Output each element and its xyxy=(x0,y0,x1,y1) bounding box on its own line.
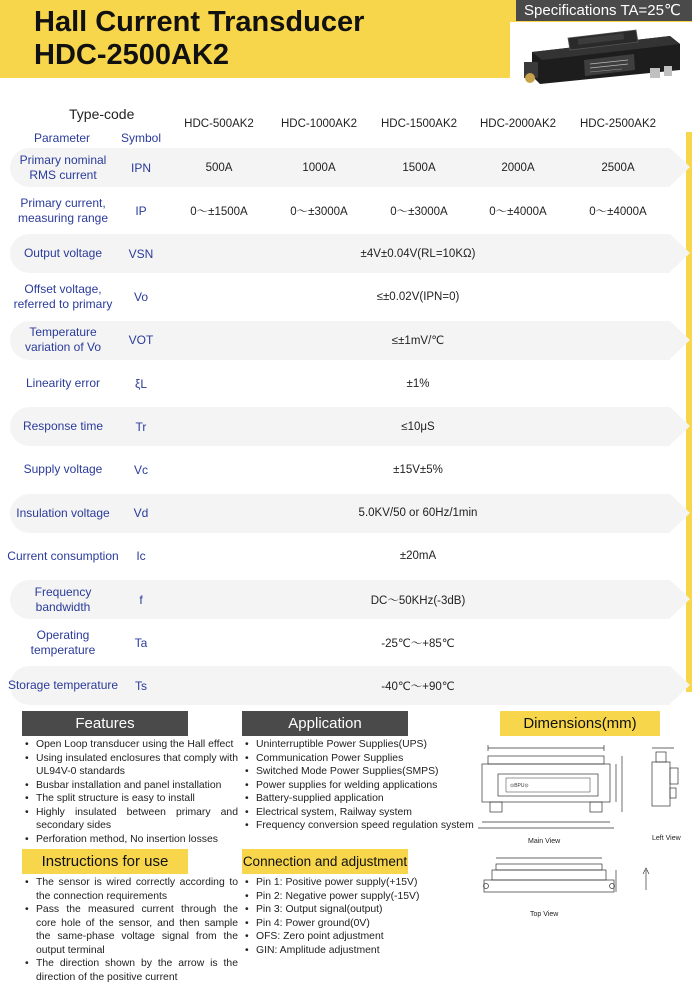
param-cell: Temperature variation of Vo xyxy=(24,325,102,355)
symbol-cell: ξL xyxy=(134,376,148,391)
table-row xyxy=(0,492,692,535)
symbol-label: Symbol xyxy=(121,131,162,145)
value-cell: ±4V±0.04V(RL=10KΩ) xyxy=(360,247,476,260)
instructions-list xyxy=(22,876,238,984)
symbol-cell: Tr xyxy=(135,419,147,434)
title-line-2: HDC-2500AK2 xyxy=(34,39,230,71)
model-header: HDC-1000AK2 xyxy=(280,118,358,130)
value-cell: ≤±0.02V(IPN=0) xyxy=(376,291,460,304)
row-stripe-tip xyxy=(670,234,690,272)
transducer-image xyxy=(510,22,692,92)
page-title xyxy=(34,6,364,72)
product-photo xyxy=(510,22,692,92)
model-header: HDC-500AK2 xyxy=(184,118,254,130)
table-row xyxy=(0,448,692,491)
symbol-cell: VSN xyxy=(128,246,154,261)
param-cell: Insulation voltage xyxy=(16,505,110,520)
symbol-cell: IPN xyxy=(130,160,151,175)
symbol-cell: Vd xyxy=(133,506,149,521)
list-item: • Using insulated enclosures that comply with UL94V-0 standards xyxy=(22,752,238,779)
table-row xyxy=(0,146,692,189)
list-item: • Power supplies for welding applications xyxy=(242,779,478,793)
list-item: • Pin 4: Power ground(0V) xyxy=(242,917,472,931)
value-cell: 0～±3000A xyxy=(390,205,448,218)
svg-text:⊙BPU⊙: ⊙BPU⊙ xyxy=(510,783,529,789)
list-item: • Open Loop transducer using the Hall effect xyxy=(22,738,238,752)
param-cell: Storage temperature xyxy=(7,678,119,693)
list-item: • Pass the measured current through the core hole of the sensor, and then sample the same-phase voltage signal from the output terminal xyxy=(22,903,238,957)
list-item: • Uninterruptible Power Supplies(UPS) xyxy=(242,738,478,752)
table-row xyxy=(0,362,692,405)
model-header: HDC-2500AK2 xyxy=(579,118,657,130)
list-item: • The sensor is wired correctly according to the connection requirements xyxy=(22,876,238,903)
spec-tag: Specifications TA=25℃ xyxy=(516,0,692,21)
symbol-cell: Vc xyxy=(133,462,148,477)
model-header: HDC-2000AK2 xyxy=(479,118,557,130)
row-stripe-tip xyxy=(670,666,690,704)
symbol-cell: Ta xyxy=(134,635,148,650)
dimension-drawing-svg xyxy=(476,740,692,930)
list-item: • Electrical system, Railway system xyxy=(242,806,478,820)
row-stripe-tip xyxy=(670,407,690,445)
symbol-cell: Vo xyxy=(133,290,148,305)
param-cell: Offset voltage, referred to primary xyxy=(13,282,113,312)
table-header xyxy=(0,100,692,150)
param-cell: Response time xyxy=(22,419,104,434)
value-cell: -40℃～+90℃ xyxy=(381,680,455,693)
row-stripe-tip xyxy=(670,580,690,618)
left-view-label: Left View xyxy=(652,835,681,842)
value-cell: 1500A xyxy=(402,161,436,174)
top-view-label: Top View xyxy=(530,911,559,918)
list-item: • Busbar installation and panel installation xyxy=(22,779,238,793)
main-view-label: Main View xyxy=(528,838,561,845)
value-cell: ±1% xyxy=(406,377,430,390)
value-cell: ≤±1mV/℃ xyxy=(391,335,445,348)
list-item: • Communication Power Supplies xyxy=(242,752,478,766)
connection-header: Connection and adjustment xyxy=(242,849,408,874)
features-list xyxy=(22,738,238,846)
value-cell: ≤10μS xyxy=(401,420,435,433)
row-stripe-tip xyxy=(670,494,690,532)
application-list xyxy=(242,738,478,833)
param-cell: Current consumption xyxy=(7,548,119,563)
value-cell: 2500A xyxy=(601,161,635,174)
symbol-cell: IP xyxy=(135,203,147,218)
model-header: HDC-1500AK2 xyxy=(380,118,458,130)
value-cell: -25℃～+85℃ xyxy=(381,637,455,650)
table-row xyxy=(0,405,692,448)
list-item: • The split structure is easy to install xyxy=(22,792,238,806)
symbol-cell: f xyxy=(139,592,143,607)
list-item: • Frequency conversion speed regulation system xyxy=(242,819,478,833)
table-row xyxy=(0,232,692,275)
table-row xyxy=(0,664,692,707)
dimension-drawings xyxy=(476,740,692,930)
param-cell: Output voltage xyxy=(23,246,103,261)
value-cell: 1000A xyxy=(302,161,336,174)
list-item: • Pin 3: Output signal(output) xyxy=(242,903,472,917)
list-item: • Highly insulated between primary and secondary sides xyxy=(22,806,238,833)
parameter-label: Parameter xyxy=(34,131,91,145)
instructions-header: Instructions for use xyxy=(22,849,188,874)
list-item: • Perforation method, No insertion losses xyxy=(22,833,238,847)
param-cell: Primary current, measuring range xyxy=(17,195,109,225)
table-row xyxy=(0,276,692,319)
type-code-label: Type-code xyxy=(69,106,135,122)
table-row xyxy=(0,319,692,362)
table-row xyxy=(0,189,692,232)
list-item: • Battery-supplied application xyxy=(242,792,478,806)
value-cell: DC～50KHz(-3dB) xyxy=(370,594,466,607)
table-row xyxy=(0,621,692,664)
list-item: • OFS: Zero point adjustment xyxy=(242,930,472,944)
symbol-cell: Ic xyxy=(136,549,146,564)
value-cell: 0～±1500A xyxy=(190,205,248,218)
row-stripe-tip xyxy=(670,148,690,186)
symbol-cell: Ts xyxy=(135,678,147,693)
list-item: • GIN: Amplitude adjustment xyxy=(242,944,472,958)
connection-list xyxy=(242,876,472,957)
list-item: • Switched Mode Power Supplies(SMPS) xyxy=(242,765,478,779)
param-cell: Primary nominal RMS current xyxy=(19,152,107,182)
param-cell: Linearity error xyxy=(25,376,101,390)
symbol-cell: VOT xyxy=(128,333,154,348)
table-row xyxy=(0,535,692,578)
param-cell: Supply voltage xyxy=(23,462,103,477)
dimensions-header: Dimensions(mm) xyxy=(500,711,660,736)
value-cell: 2000A xyxy=(501,161,535,174)
value-cell: 5.0KV/50 or 60Hz/1min xyxy=(358,507,478,520)
application-header: Application xyxy=(242,711,408,736)
param-cell: Operating temperature xyxy=(30,627,96,657)
value-cell: 0～±4000A xyxy=(489,205,547,218)
param-cell: Frequency bandwidth xyxy=(34,584,92,614)
value-cell: 500A xyxy=(205,161,233,174)
list-item: • Pin 1: Positive power supply(+15V) xyxy=(242,876,472,890)
value-cell: 0～±3000A xyxy=(290,205,348,218)
value-cell: ±15V±5% xyxy=(393,463,443,476)
list-item: • The direction shown by the arrow is the direction of the positive current xyxy=(22,957,238,984)
features-header: Features xyxy=(22,711,188,736)
table-row xyxy=(0,578,692,621)
title-line-1: Hall Current Transducer xyxy=(34,6,365,38)
value-cell: 0～±4000A xyxy=(589,205,647,218)
row-stripe-tip xyxy=(670,321,690,359)
value-cell: ±20mA xyxy=(399,550,437,563)
list-item: • Pin 2: Negative power supply(-15V) xyxy=(242,890,472,904)
